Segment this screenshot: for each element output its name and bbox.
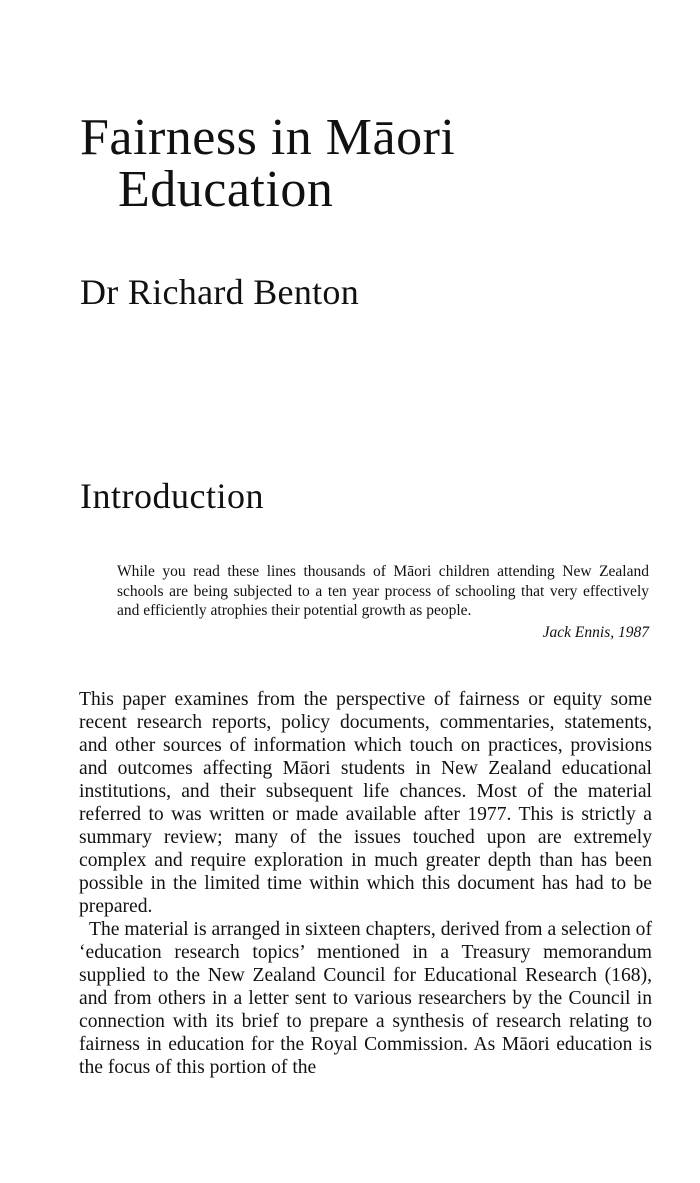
title-line-1: Fairness in Māori [80, 109, 456, 166]
title-line-2: Education [118, 161, 334, 218]
author-name: Dr Richard Benton [80, 272, 360, 312]
body-paragraph-1: This paper examines from the perspective of fairness or equity some recent research reports, policy documents, commentaries, statements, and other sources of information which touch on practices, provisions and outcomes affecting Māori students in New Zealand educational institutions, and their subsequent life chances. Most of the material referred to was written or made available after 1977. This is strictly a summary review; many of the issues touched upon are extremely complex and require exploration in much greater depth than has been possible in the limited time within which this document has had to be prepared. [79, 689, 652, 917]
body-paragraph-2: The material is arranged in sixteen chapters, derived from a selection of ‘education research topics’ mentioned in a Treasury memorandum supplied to the New Zealand Council for Educational Research (168), and from others in a letter sent to various researchers by the Council in connection with its brief to prepare a synthesis of research relating to fairness in education for the Royal Commission. As Māori education is the focus of this portion of the [79, 919, 652, 1078]
epigraph-attribution: Jack Ennis, 1987 [542, 623, 649, 641]
epigraph-quote [117, 562, 649, 642]
body-text [79, 688, 652, 1079]
epigraph-text: While you read these lines thousands of Māori children attending New Zealand schools are being subjected to a ten year process of schooling that very effectively and efficiently atrophies their potential growth as people. [117, 563, 649, 619]
section-heading-introduction: Introduction [80, 476, 264, 516]
